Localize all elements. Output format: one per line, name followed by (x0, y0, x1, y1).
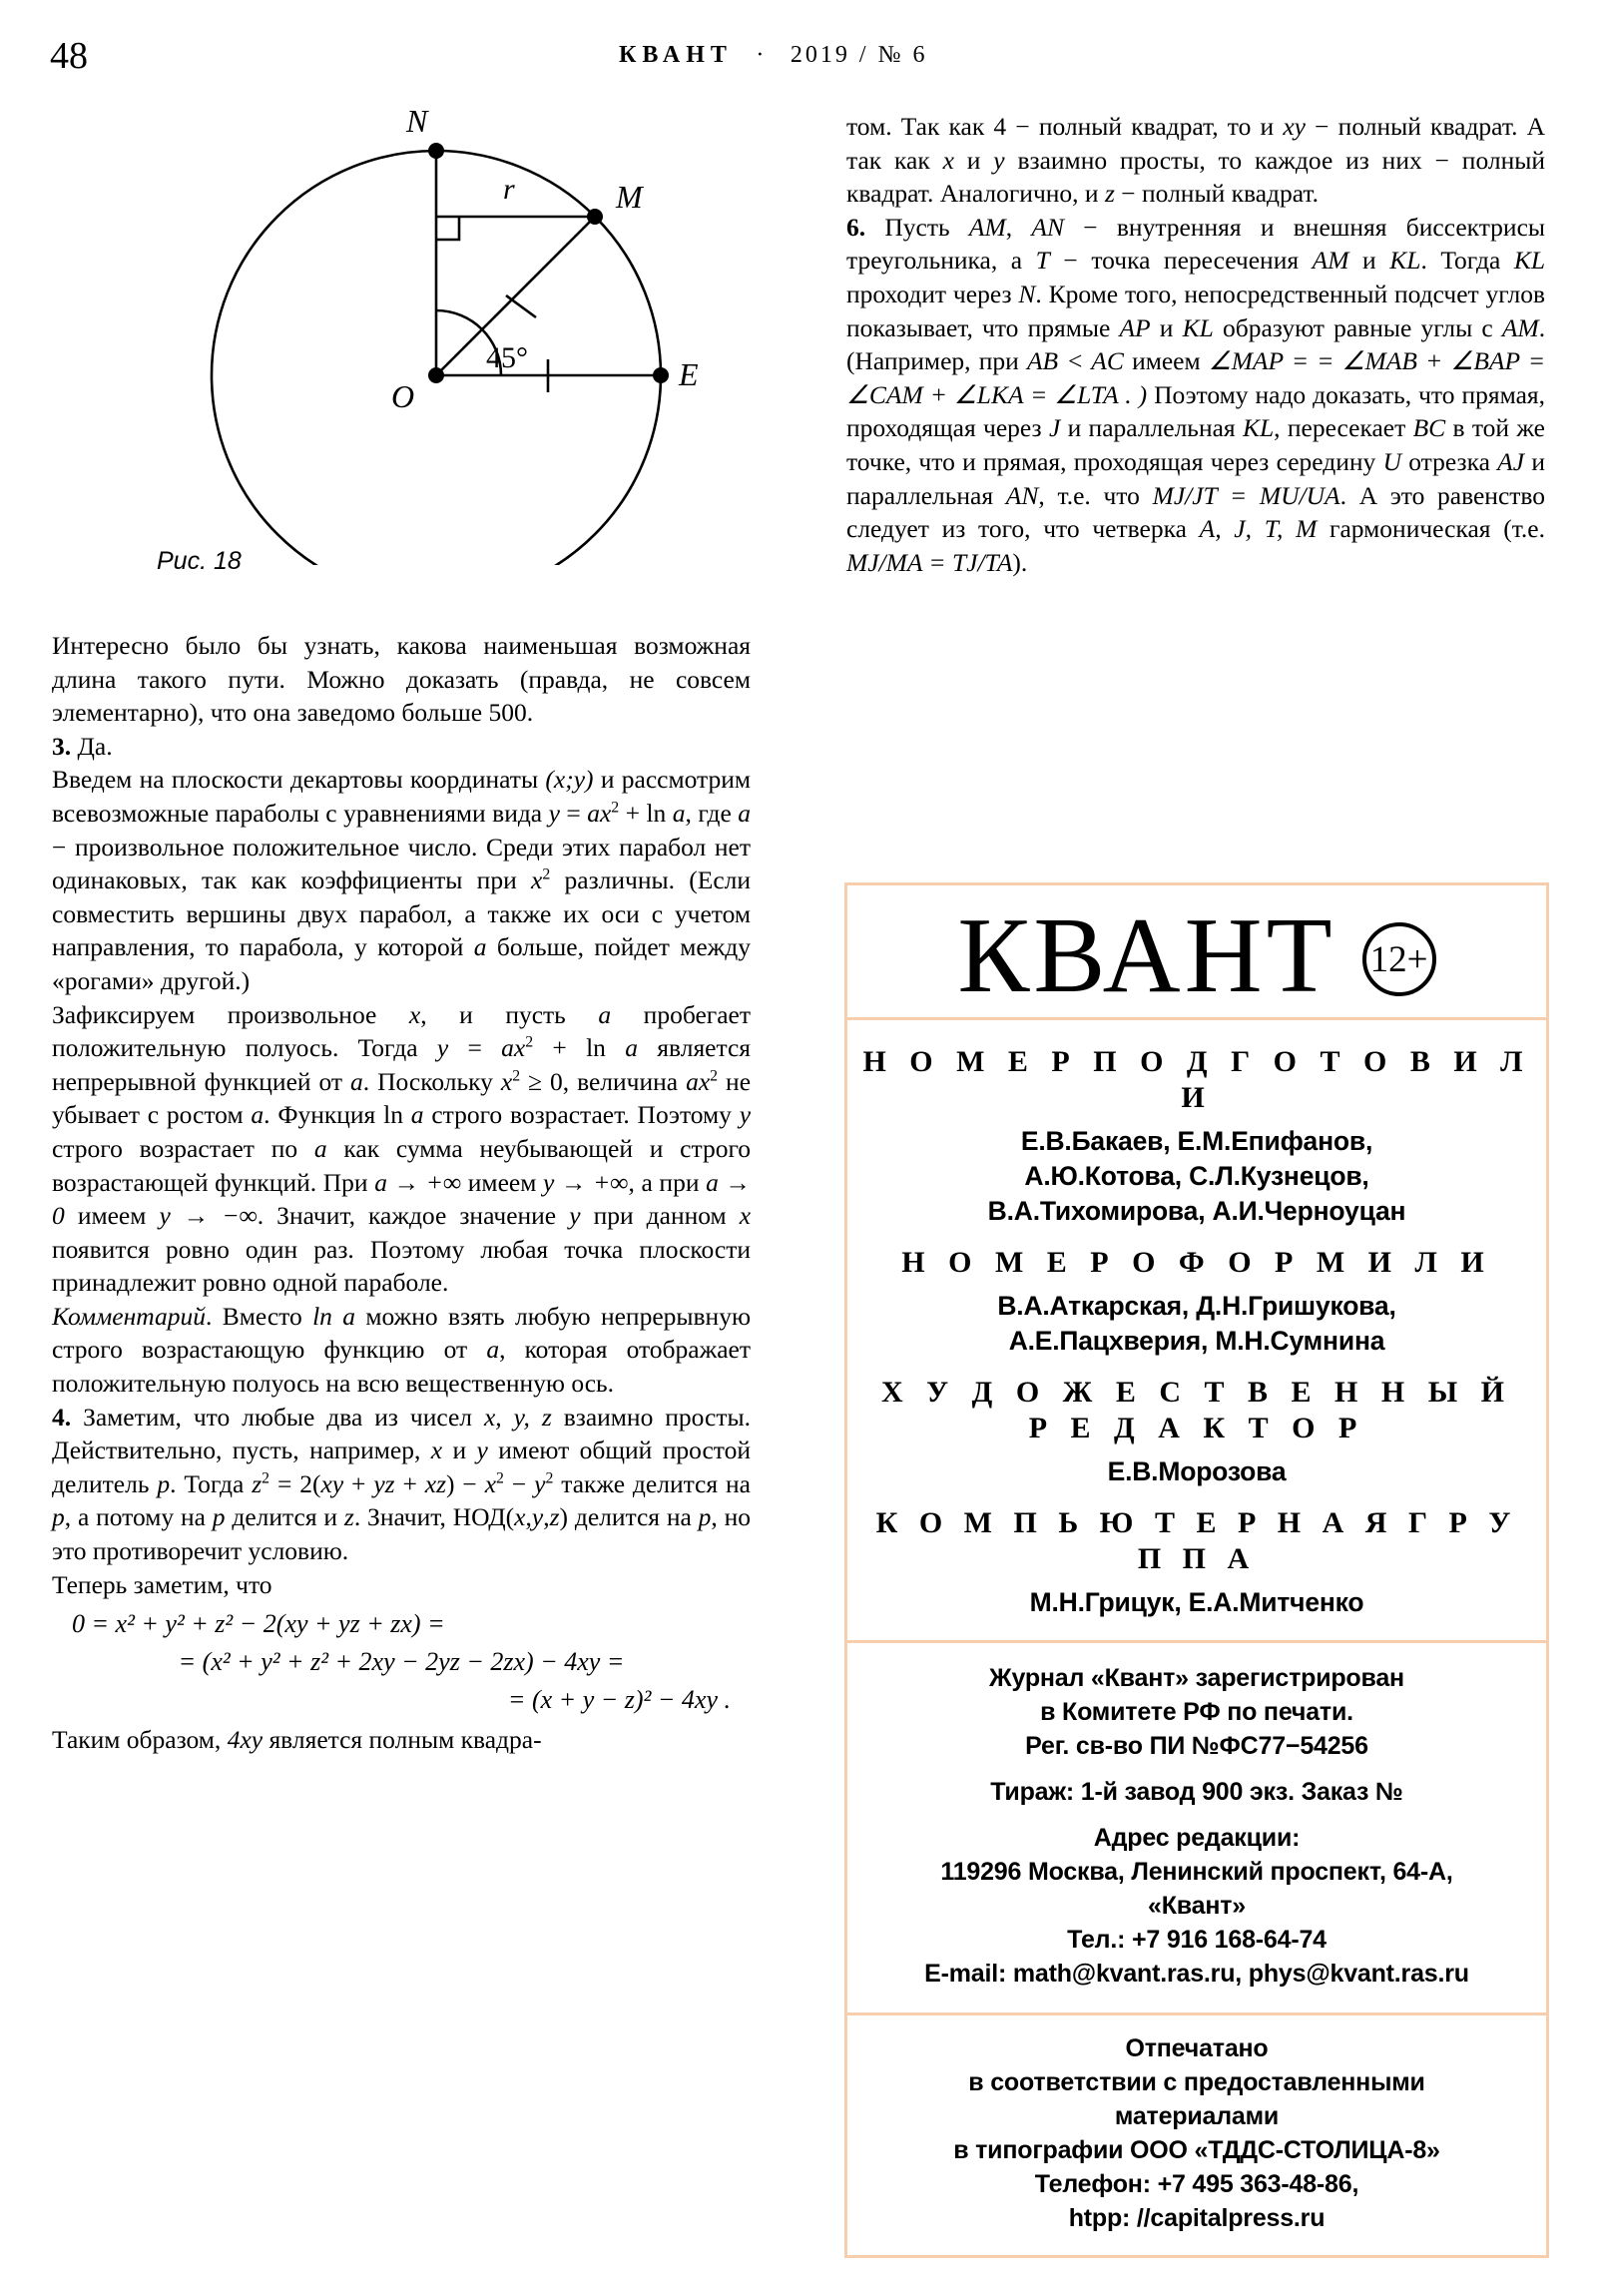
answer-3-text: Да. (77, 731, 113, 761)
t-r2k: имеем (1132, 346, 1201, 376)
t-r2a: Пусть (884, 212, 950, 242)
colophon-logo-section (847, 885, 1546, 1020)
t-p3c: пробегает положительную полуось. Тогда (52, 999, 752, 1063)
math-angle-1: ∠MAP = (1208, 346, 1310, 376)
registration-line-1: Журнал «Квант» зарегистрирован (989, 1664, 1404, 1692)
point-O (428, 367, 444, 383)
t-p5e: . Тогда (170, 1468, 245, 1498)
figure-caption: Рис. 18 (157, 547, 242, 575)
math-parabola-eq: $y = ax^2 + \ln a$ (548, 798, 686, 828)
math-lim-3: a → 0 (52, 1167, 752, 1231)
t-p4c: , которая отображает положительную полуось на всю вещественную ось. (52, 1335, 751, 1399)
t-r2n: , пересекает (1274, 413, 1406, 443)
eq-line-3: = (x + y − z)² − 4xy . (507, 1685, 731, 1715)
math-AN-1: AN (1031, 212, 1064, 242)
math-ln-a-2: ln a (312, 1301, 356, 1331)
math-AJ-1: AJ (1497, 446, 1525, 476)
t-r1e: − полный квадрат. (1121, 179, 1320, 209)
credits-prepared-line-1: Е.В.Бакаев, Е.М.Епифанов, (1020, 1126, 1373, 1156)
math-z-1: z (343, 1502, 354, 1532)
math-4xy: 4xy (227, 1725, 264, 1755)
point-N (428, 143, 444, 159)
math-x-1: x (408, 999, 421, 1029)
t-p3i: строго возрастает. Поэтому (431, 1100, 732, 1130)
t-p2d: − произвольное положительное число. Среди этих парабол нет одинаковых, так как коэффициенты при (52, 832, 751, 895)
t-r2h: и (1159, 312, 1174, 342)
colophon-registration-section (847, 1643, 1546, 2015)
paragraph-full-square (846, 110, 1545, 211)
t-p3m: , а при (628, 1167, 700, 1197)
t-r2p: отрезка (1408, 446, 1490, 476)
printing-line-2: в соответствии с предоставленными (968, 2068, 1425, 2096)
t-p3a: Зафиксируем произвольное (52, 999, 377, 1029)
t-r2c: − точка пересечения (1063, 246, 1300, 276)
t-p5d: имеют общий простой делитель (52, 1435, 752, 1498)
math-p-3: p (212, 1502, 226, 1532)
math-AM-1: AM (968, 212, 1006, 242)
t-p3b: , и пусть (420, 999, 566, 1029)
point-E (653, 367, 669, 383)
t-r2d: и (1362, 246, 1376, 276)
t-r2l: Поэтому надо доказать, что прямая, проходящая через (846, 379, 1546, 443)
t-r2r: , т.е. что (1038, 480, 1140, 510)
paragraph-fix-x (52, 998, 751, 1300)
t-p3q: появится ровно один раз. Поэтому любая точка плоскости принадлежит ровно одной параболе. (52, 1234, 751, 1298)
math-z-r1: z (1104, 179, 1115, 209)
t-p3l: имеем (467, 1167, 537, 1197)
display-equation-2 (52, 1647, 751, 1677)
comment-label: Комментарий (52, 1301, 206, 1331)
answer-3-label: 3. (52, 731, 72, 761)
printing-line-4: в типографии ООО «ТДДС-СТОЛИЦА-8» (953, 2136, 1440, 2164)
paragraph-now-note: Теперь заметим, что (52, 1569, 272, 1599)
answer-4 (52, 1401, 751, 1568)
left-column (52, 629, 751, 1757)
t-p3h: . Функция (264, 1100, 376, 1130)
angle-arc (436, 310, 482, 329)
math-U-1: U (1382, 446, 1401, 476)
credits-designed-line-1: В.А.Аткарская, Д.Н.Гришукова, (997, 1291, 1396, 1321)
t-p4a: . Вместо (205, 1301, 302, 1331)
math-p-2: p (52, 1502, 65, 1532)
registration-line-2: в Комитете РФ по печати. (1040, 1698, 1353, 1726)
t-r1d: взаимно просты, то каждое из них − полный квадрат. Аналогично, и (846, 145, 1546, 209)
registration-line-3: Рег. св-во ПИ №ФС77−54256 (1025, 1732, 1368, 1760)
math-y-3: y (476, 1435, 488, 1465)
t-p2b: и рассмотрим всевозможные параболы с уравнениями вида (52, 765, 752, 828)
figure-18 (52, 96, 751, 595)
t-p3f: , величина (562, 1066, 679, 1096)
printing-website: htpp: //capitalpress.ru (1068, 2204, 1326, 2232)
math-a-5: a (251, 1100, 265, 1130)
t-p5a: Заметим, что любые два из чисел (83, 1402, 473, 1432)
t-p5i: . Значит, (353, 1502, 446, 1532)
math-a-6: a (313, 1133, 327, 1163)
t-p3k: как сумма неубывающей и строго возрастающей функций. При (52, 1133, 752, 1197)
math-ratio-1: MJ/JT = MU/UA (1152, 480, 1340, 510)
t-p3g: не убывает с ростом (52, 1066, 752, 1130)
display-equation-1 (52, 1609, 751, 1639)
math-BC-1: BC (1412, 413, 1446, 443)
address-line-2: «Квант» (1148, 1892, 1246, 1920)
t-r2g: . Кроме того, непосредственный подсчет углов показывает, что прямые (846, 279, 1545, 342)
credits-heading-designed: Н О М Е Р О Ф О Р М И Л И (901, 1246, 1492, 1279)
t-p2e: различны. (Если совместить вершины двух парабол, а также их оси с учетом направления, то парабола, у которой (52, 865, 752, 962)
math-AP-1: AP (1119, 312, 1151, 342)
issue-label: 2019 / № 6 (790, 42, 928, 68)
paragraph-thus (52, 1723, 751, 1757)
math-p-1: p (157, 1468, 171, 1498)
kvant-logo: КВАНТ (957, 896, 1336, 1015)
answer-4-label: 4. (52, 1402, 72, 1432)
math-p-4: p (698, 1502, 712, 1532)
eq-line-1: 0 = x² + y² + z² − 2(xy + yz + zx) = (72, 1609, 445, 1639)
math-ineq: $x^2 \ge 0$ (500, 1066, 563, 1096)
credits-heading-computer-group: К О М П Ь Ю Т Е Р Н А Я Г Р У П П А (875, 1506, 1518, 1575)
math-KL-1: KL (1389, 246, 1421, 276)
t-r2f: проходит через (846, 279, 1012, 308)
math-x2: $x^2$ (531, 865, 551, 895)
credits-heading-art-editor-2: Р Е Д А К Т О Р (1028, 1412, 1365, 1444)
math-AM-2: AM (1312, 246, 1349, 276)
answer-6-label: 6. (846, 212, 866, 242)
t-r1a: том. Так как 4 − полный квадрат, то и (846, 112, 1275, 141)
paragraph-intro: Интересно было бы узнать, какова наименьшая возможная длина такого пути. Можно доказать (правда, не совсем элементарно), что она заведомо больше 500. (52, 631, 751, 728)
right-angle-marker (436, 217, 459, 240)
math-a-1: a (738, 798, 752, 828)
t-p5j: делится на (574, 1502, 692, 1532)
t-p5b: взаимно просты. Действительно, пусть, например, (52, 1402, 752, 1465)
math-eq-2: $y = ax^2 + \ln a$ (436, 1033, 638, 1063)
t-r2b: − внутренняя и внешняя биссектрисы треугольника, а (846, 212, 1546, 276)
printing-line-3: материалами (1114, 2102, 1280, 2130)
label-O: O (391, 378, 415, 414)
t-p3o: . Значит, каждое значение (257, 1201, 557, 1231)
tick-OM (506, 295, 536, 317)
t-p7a: Таким образом, (52, 1725, 222, 1755)
math-lim-1: a → +∞ (374, 1167, 462, 1197)
t-p3p: при данном (593, 1201, 727, 1231)
math-N-1: N (1018, 279, 1036, 308)
math-a-4: a (350, 1066, 363, 1096)
math-AN-2: AN (1005, 480, 1039, 510)
paragraph-parabolas (52, 763, 751, 997)
math-lim-2: y → +∞ (542, 1167, 629, 1197)
math-ln-a-1: ln a (383, 1100, 424, 1130)
math-lim-4: y → −∞ (159, 1201, 258, 1231)
t-p3d: является непрерывной функцией от (52, 1033, 751, 1096)
math-AB-AC: AB < AC (1026, 346, 1124, 376)
t-r2o: в той же точке, что и прямая, проходящая через середину (846, 413, 1546, 476)
t-p5g: , а потому на (64, 1502, 206, 1532)
colophon-credits-section (847, 1020, 1546, 1643)
label-M: M (616, 179, 643, 215)
print-run: Тираж: 1-й завод 900 экз. Заказ № (990, 1778, 1403, 1806)
page-number: 48 (50, 35, 88, 77)
credits-prepared-line-3: В.А.Тихомирова, А.И.Черноуцан (987, 1196, 1406, 1226)
math-a-2: a (473, 932, 487, 962)
math-nod: НОД(x,y,z) (452, 1502, 568, 1532)
credits-art-editor-name: Е.В.Морозова (1107, 1456, 1287, 1486)
figure-18-drawing (52, 96, 751, 565)
label-angle: 45° (486, 341, 528, 374)
paragraph-comment (52, 1300, 751, 1401)
t-p7b: является полным квадра- (268, 1725, 542, 1755)
t-r1b: − полный квадрат. А так как (846, 112, 1546, 175)
point-M (587, 209, 603, 225)
email-addresses: E-mail: math@kvant.ras.ru, phys@kvant.ras.ru (924, 1960, 1469, 1988)
math-harmonic-four: A, J, T, M (1199, 514, 1318, 544)
t-p5c: и (452, 1435, 467, 1465)
t-p3j: строго возрастает по (52, 1133, 298, 1163)
running-head (619, 42, 927, 69)
t-r1c: и (966, 145, 981, 175)
t-p4b: можно взять любую непрерывную строго возрастающую функцию от (52, 1301, 752, 1365)
math-KL-4: KL (1242, 413, 1275, 443)
credits-designed-line-2: А.Е.Пацхверия, М.Н.Сумнина (1008, 1326, 1385, 1356)
printing-phone: Телефон: +7 495 363-48-86, (1034, 2170, 1359, 2198)
math-KL-3: KL (1182, 312, 1214, 342)
math-y-1: y (739, 1100, 752, 1130)
t-p5k: , но это противоречит условию. (52, 1502, 752, 1566)
label-E: E (679, 356, 699, 392)
t-p5f: также делится на (561, 1468, 751, 1498)
header-separator: · (756, 42, 768, 68)
address-heading: Адрес редакции: (1093, 1824, 1301, 1852)
t-r2u: ). (1012, 547, 1028, 577)
math-a-3: a (598, 999, 612, 1029)
t-r2t: гармоническая (т.е. (1330, 514, 1545, 544)
address-line-1: 119296 Москва, Ленинский проспект, 64-А, (940, 1858, 1453, 1886)
right-column (846, 110, 1545, 579)
phone-number: Тел.: +7 916 168-64-74 (1067, 1926, 1327, 1954)
journal-title: КВАНТ (619, 42, 733, 68)
math-y-2: y (569, 1201, 581, 1231)
t-r2j: . (Например, при (846, 312, 1546, 376)
t-r2i: образуют равные углы с (1222, 312, 1493, 342)
label-N: N (406, 103, 428, 139)
math-angle-2: = ∠MAB + ∠BAP = ∠CAM + ∠LKA = ∠LTA . ) (846, 346, 1546, 409)
label-r: r (503, 173, 515, 206)
t-r2e: . Тогда (1420, 246, 1501, 276)
t-r2m: и параллельная (1067, 413, 1236, 443)
printing-line-1: Отпечатано (1125, 2034, 1269, 2062)
t-r2s: . А это равенство следует из того, что четверка (846, 480, 1546, 544)
math-x-2: x (739, 1201, 752, 1231)
math-xy-pair: (x;y) (545, 765, 594, 795)
colophon-box (844, 882, 1549, 2258)
t-p2c: , где (685, 798, 732, 828)
math-KL-2: KL (1513, 246, 1546, 276)
t-p3n: имеем (77, 1201, 147, 1231)
colophon-printing-section (847, 2015, 1546, 2255)
t-r2q: и параллельная (846, 446, 1545, 510)
math-ratio-2: MJ/MA = TJ/TA (846, 547, 1013, 577)
math-xy-1: xy (1283, 112, 1306, 141)
math-AM-3: AM (1501, 312, 1539, 342)
math-x-r1: x (942, 145, 954, 175)
math-J-1: J (1048, 413, 1061, 443)
page-header (0, 34, 1597, 80)
math-z2-eq: $z^2 = 2(xy$ + yz + $xz) - x^2 - y^2$ (252, 1468, 554, 1498)
credits-heading-art-editor-1: Х У Д О Ж Е С Т В Е Н Н Ы Й (881, 1376, 1512, 1409)
math-a-7: a (486, 1335, 500, 1365)
display-equation-3 (52, 1685, 751, 1715)
math-T-1: T (1035, 246, 1050, 276)
math-x-3: x (430, 1435, 443, 1465)
credits-prepared-line-2: А.Ю.Котова, С.Л.Кузнецов, (1024, 1161, 1369, 1191)
t-p2a: Введем на плоскости декартовы координаты (52, 765, 539, 795)
math-xyz: x, y, z (483, 1402, 552, 1432)
credits-heading-prepared: Н О М Е Р П О Д Г О Т О В И Л И (862, 1045, 1531, 1114)
credits-computer-group-names: М.Н.Грицук, Е.А.Митченко (1029, 1587, 1364, 1617)
t-p3e: . Поскольку (362, 1066, 493, 1096)
answer-3 (52, 730, 751, 764)
logo-row (861, 895, 1532, 1015)
eq-line-2: = (x² + y² + z² + 2xy − 2yz − 2zx) − 4xy = (178, 1647, 625, 1677)
math-y-r1: y (993, 145, 1005, 175)
answer-6 (846, 211, 1545, 580)
t-p5h: делится и (232, 1502, 338, 1532)
math-ax2: $ax^2$ (686, 1066, 719, 1096)
t-comma: , (1005, 212, 1013, 242)
t-p2f: больше, пойдет между «рогами» другой.) (52, 932, 752, 995)
age-rating-badge: 12+ (1362, 922, 1436, 996)
